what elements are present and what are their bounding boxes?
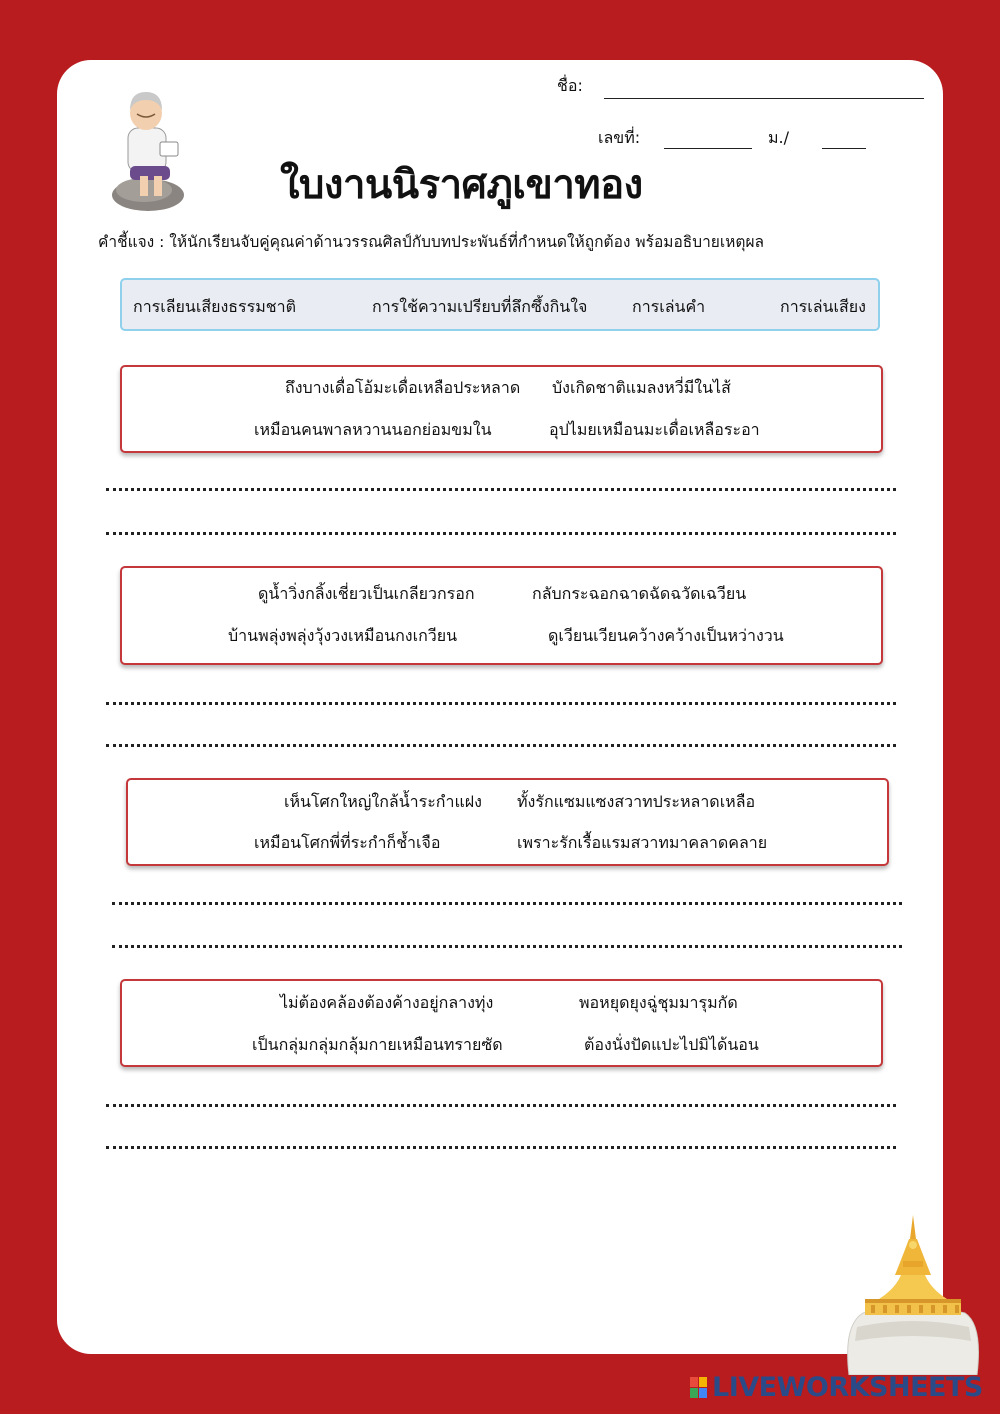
answer-line[interactable] bbox=[106, 744, 896, 747]
verse-line: ทั้งรักแซมแซงสวาทประหลาดเหลือ bbox=[517, 792, 756, 811]
page-title: ใบงานนิราศภูเขาทอง bbox=[280, 162, 643, 208]
answer-line[interactable] bbox=[106, 1104, 896, 1107]
choice-item[interactable]: การเล่นเสียง bbox=[780, 297, 866, 316]
choice-item[interactable]: การเล่นคำ bbox=[632, 297, 706, 316]
verse-line: เหมือนโศกพี่ที่ระกำก็ช้ำเจือ bbox=[254, 833, 441, 852]
poem-box-1 bbox=[120, 365, 883, 453]
answer-line[interactable] bbox=[112, 945, 902, 948]
name-field[interactable] bbox=[604, 98, 924, 99]
number-field[interactable] bbox=[664, 148, 752, 149]
verse-line: เพราะรักเรื้อแรมสวาทมาคลาดคลาย bbox=[517, 833, 768, 852]
answer-line[interactable] bbox=[106, 702, 896, 705]
verse-line: เป็นกลุ่มกลุ่มกลุ้มกายเหมือนทรายซัด bbox=[252, 1035, 503, 1054]
answer-line[interactable] bbox=[112, 902, 902, 905]
name-label: ชื่อ: bbox=[557, 76, 583, 95]
poem-box-4 bbox=[120, 979, 883, 1067]
verse-line: พอหยุดยุงฉู่ชุมมารุมกัด bbox=[579, 993, 738, 1012]
verse-line: บังเกิดชาติแมลงหวี่มีในไส้ bbox=[552, 378, 731, 397]
answer-line[interactable] bbox=[106, 532, 896, 535]
verse-line: กลับกระฉอกฉาดฉัดฉวัดเฉวียน bbox=[532, 584, 747, 603]
choices-box bbox=[120, 278, 880, 331]
choice-item[interactable]: การใช้ความเปรียบที่ลึกซึ้งกินใจ bbox=[372, 297, 588, 316]
verse-line: ดูน้ำวิ่งกลิ้งเชี่ยวเป็นเกลียวกรอก bbox=[258, 584, 475, 603]
verse-line: เหมือนคนพาลหวานนอกย่อมขมใน bbox=[254, 420, 492, 439]
choice-item[interactable]: การเลียนเสียงธรรมชาติ bbox=[133, 297, 297, 316]
worksheet-page bbox=[57, 60, 943, 1354]
answer-line[interactable] bbox=[106, 488, 896, 491]
temple-illustration bbox=[843, 1215, 983, 1375]
instruction-text: คำชี้แจง : ให้นักเรียนจับคู่คุณค่าด้านวรรณศิลป์กับบทประพันธ์ที่กำหนดให้ถูกต้อง พร้อมอธิบายเหตุผล bbox=[98, 233, 765, 251]
poem-box-2 bbox=[120, 566, 883, 665]
verse-line: อุปไมยเหมือนมะเดื่อเหลือระอา bbox=[549, 420, 760, 439]
class-field[interactable] bbox=[822, 148, 866, 149]
number-label: เลขที่: bbox=[598, 128, 641, 147]
verse-line: เห็นโศกใหญ่ใกล้น้ำระกำแฝง bbox=[284, 792, 482, 811]
answer-line[interactable] bbox=[106, 1146, 896, 1149]
poet-illustration bbox=[104, 80, 194, 215]
poem-box-3 bbox=[126, 778, 889, 866]
verse-line: ดูเวียนเวียนคว้างคว้างเป็นหว่างวน bbox=[548, 626, 784, 645]
class-label: ม./ bbox=[768, 128, 790, 147]
verse-line: ถึงบางเดื่อโอ้มะเดื่อเหลือประหลาด bbox=[285, 378, 521, 397]
verse-line: ต้องนั่งปัดแปะไปมิได้นอน bbox=[584, 1035, 759, 1054]
verse-line: บ้านพลุ่งพลุ่งวุ้งวงเหมือนกงเกวียน bbox=[228, 626, 458, 645]
liveworksheets-logo-icon bbox=[690, 1377, 708, 1399]
brand-wordmark[interactable]: LIVEWORKSHEETS bbox=[712, 1372, 983, 1403]
verse-line: ไม่ต้องคล้องต้องค้างอยู่กลางทุ่ง bbox=[280, 993, 494, 1012]
